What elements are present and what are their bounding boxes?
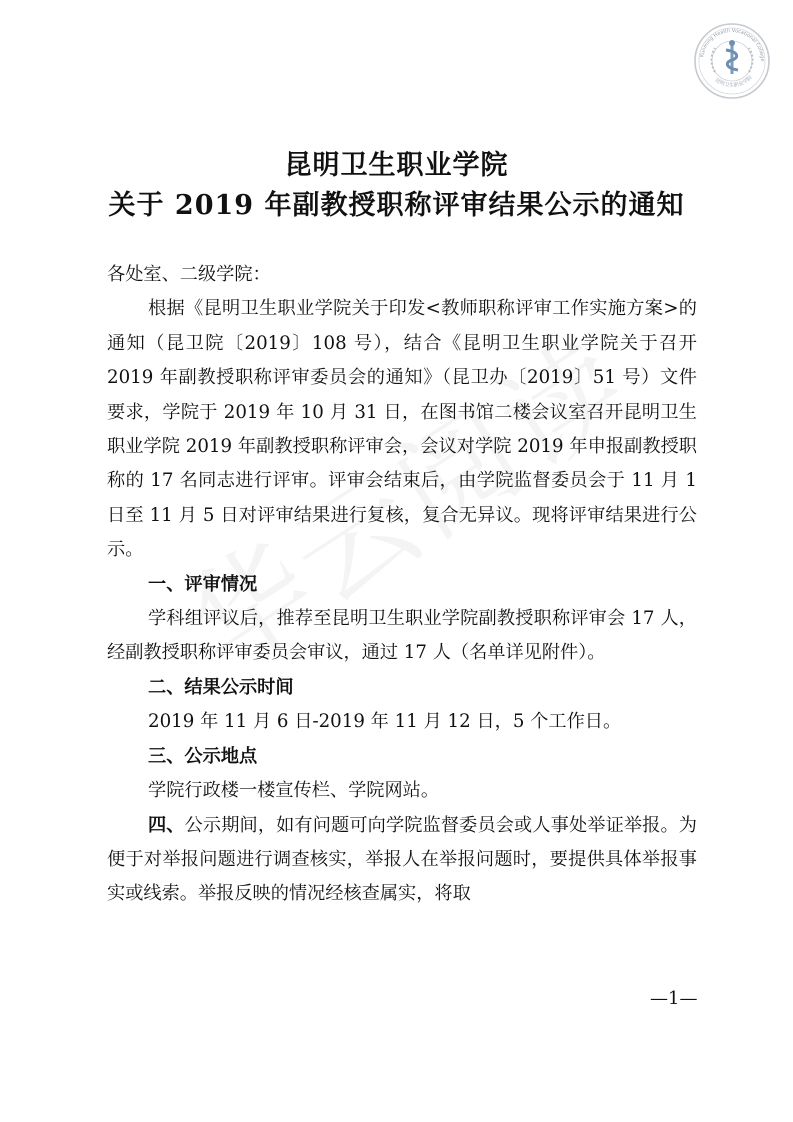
page-number: —1— <box>650 988 698 1009</box>
title-line-1: 昆明卫生职业学院 <box>284 150 509 181</box>
document-body <box>107 258 697 912</box>
svg-text:Kunming Health Vocational Coll: Kunming Health Vocational College <box>699 27 766 62</box>
svg-text:昆明卫生职业学院: 昆明卫生职业学院 <box>713 74 754 89</box>
salutation: 各处室、二级学院： <box>107 264 271 285</box>
section-3-text: 学院行政楼一楼宣传栏、学院网站。 <box>148 780 440 802</box>
section-4-label: 四、 <box>148 814 185 836</box>
section-4-text: 公示期间，如有问题可向学院监督委员会或人事处举证举报。为便于对举报问题进行调查核实，举报人在举报问题时，要提供具体举报事实或线索。举报反映的情况经核查属实，将取 <box>107 814 697 905</box>
title-line-2: 关于 2019 年副教授职称评审结果公示的通知 <box>108 190 685 221</box>
section-3-heading: 三、公示地点 <box>148 745 258 767</box>
section-2-text: 2019 年 11 月 6 日-2019 年 11 月 12 日，5 个工作日。 <box>148 711 622 733</box>
college-seal-icon <box>693 22 771 100</box>
intro-paragraph: 根据《昆明卫生职业学院关于印发<教师职称评审工作实施方案>的通知（昆卫院〔2019〕108 号），结合《昆明卫生职业学院关于召开 2019 年副教授职称评审委员会的通知》（昆卫办〔2019〕51 号）文件要求，学院于 2019 年 10 月 31 日，在图书馆二楼会议室召开昆明卫生职业学院 2019 年副教授职称评审会，会议对学院 2019 年申报副教授职称的 17 名同志进行评审。评审会结束后，由学院监督委员会于 11 月 1 日至 11 月 5 日对评审结果进行复核，复合无异议。现将评审结果进行公示。 <box>107 298 697 561</box>
section-1-heading: 一、评审情况 <box>148 573 258 595</box>
section-4-paragraph <box>107 809 697 912</box>
section-1-text: 学科组评议后，推荐至昆明卫生职业学院副教授职称评审会 17 人，经副教授职称评审委员会审议，通过 17 人（名单详见附件）。 <box>107 608 697 664</box>
section-2-heading: 二、结果公示时间 <box>148 676 294 698</box>
